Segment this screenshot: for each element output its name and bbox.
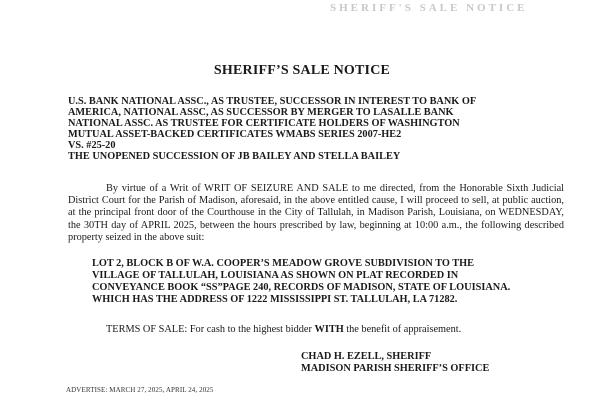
terms-suffix: the benefit of appraisement.	[343, 324, 462, 335]
caption-line: MUTUAL ASSET-BACKED CERTIFICATES WMABS SERIES 2007-HE2	[68, 129, 402, 140]
caption-line: AMERICA, NATIONAL ASSC, AS SUCCESSOR BY MERGER TO LASALLE BANK	[68, 107, 454, 118]
signature-block	[301, 351, 581, 375]
property-line: VILLAGE OF TALLULAH, LOUISIANA AS SHOWN ON PLAT RECORDED IN	[92, 270, 459, 281]
defendant-line: THE UNOPENED SUCCESSION OF JB BAILEY AND STELLA BAILEY	[68, 151, 401, 162]
caption-line: U.S. BANK NATIONAL ASSC., AS TRUSTEE, SUCCESSOR IN INTEREST TO BANK OF	[68, 96, 477, 107]
caption-line: NATIONAL ASSC. AS TRUSTEE FOR CERTIFICATE HOLDERS OF WASHINGTON	[68, 118, 460, 129]
property-description	[92, 258, 582, 306]
case-number-line: VS. #25-20	[68, 140, 116, 151]
terms-prefix: TERMS OF SALE: For cash to the highest bidder	[106, 324, 315, 335]
case-caption	[68, 96, 568, 162]
sheriff-office: MADISON PARISH SHERIFF’S OFFICE	[301, 363, 490, 374]
property-line: WHICH HAS THE ADDRESS OF 1222 MISSISSIPPI ST. TALLULAH, LA 71282.	[92, 294, 458, 305]
terms-emphasis: WITH	[314, 324, 344, 335]
property-line: CONVEYANCE BOOK “SS”PAGE 240, RECORDS OF MADISON, STATE OF LOUISIANA.	[92, 282, 511, 293]
bleed-through-text: SHERIFF'S SALE NOTICE	[330, 2, 528, 14]
writ-paragraph: By virtue of a Writ of WRIT OF SEIZURE AND SALE to me directed, from the Honorable Sixth Judicial District Court for the Parish of Madison, aforesaid, in the above entitled cause, I will proceed to sell, at public auction, at the principal front door of the Courthouse in the City of Tallulah, in Madison Parish, Louisiana, on WEDNESDAY, the 30TH day of APRIL 2025, between the hours prescribed by law, beginning at 10:00 a.m., the following described property seized in the above suit:	[68, 183, 564, 243]
advertise-dates: ADVERTISE: MARCH 27, 2025, APRIL 24, 2025	[66, 386, 214, 394]
property-line: LOT 2, BLOCK B OF W.A. COOPER’S MEADOW GROVE SUBDIVISION TO THE	[92, 258, 475, 269]
sheriff-name: CHAD H. EZELL, SHERIFF	[301, 351, 432, 362]
terms-of-sale	[106, 324, 576, 335]
notice-title: SHERIFF’S SALE NOTICE	[213, 63, 391, 78]
